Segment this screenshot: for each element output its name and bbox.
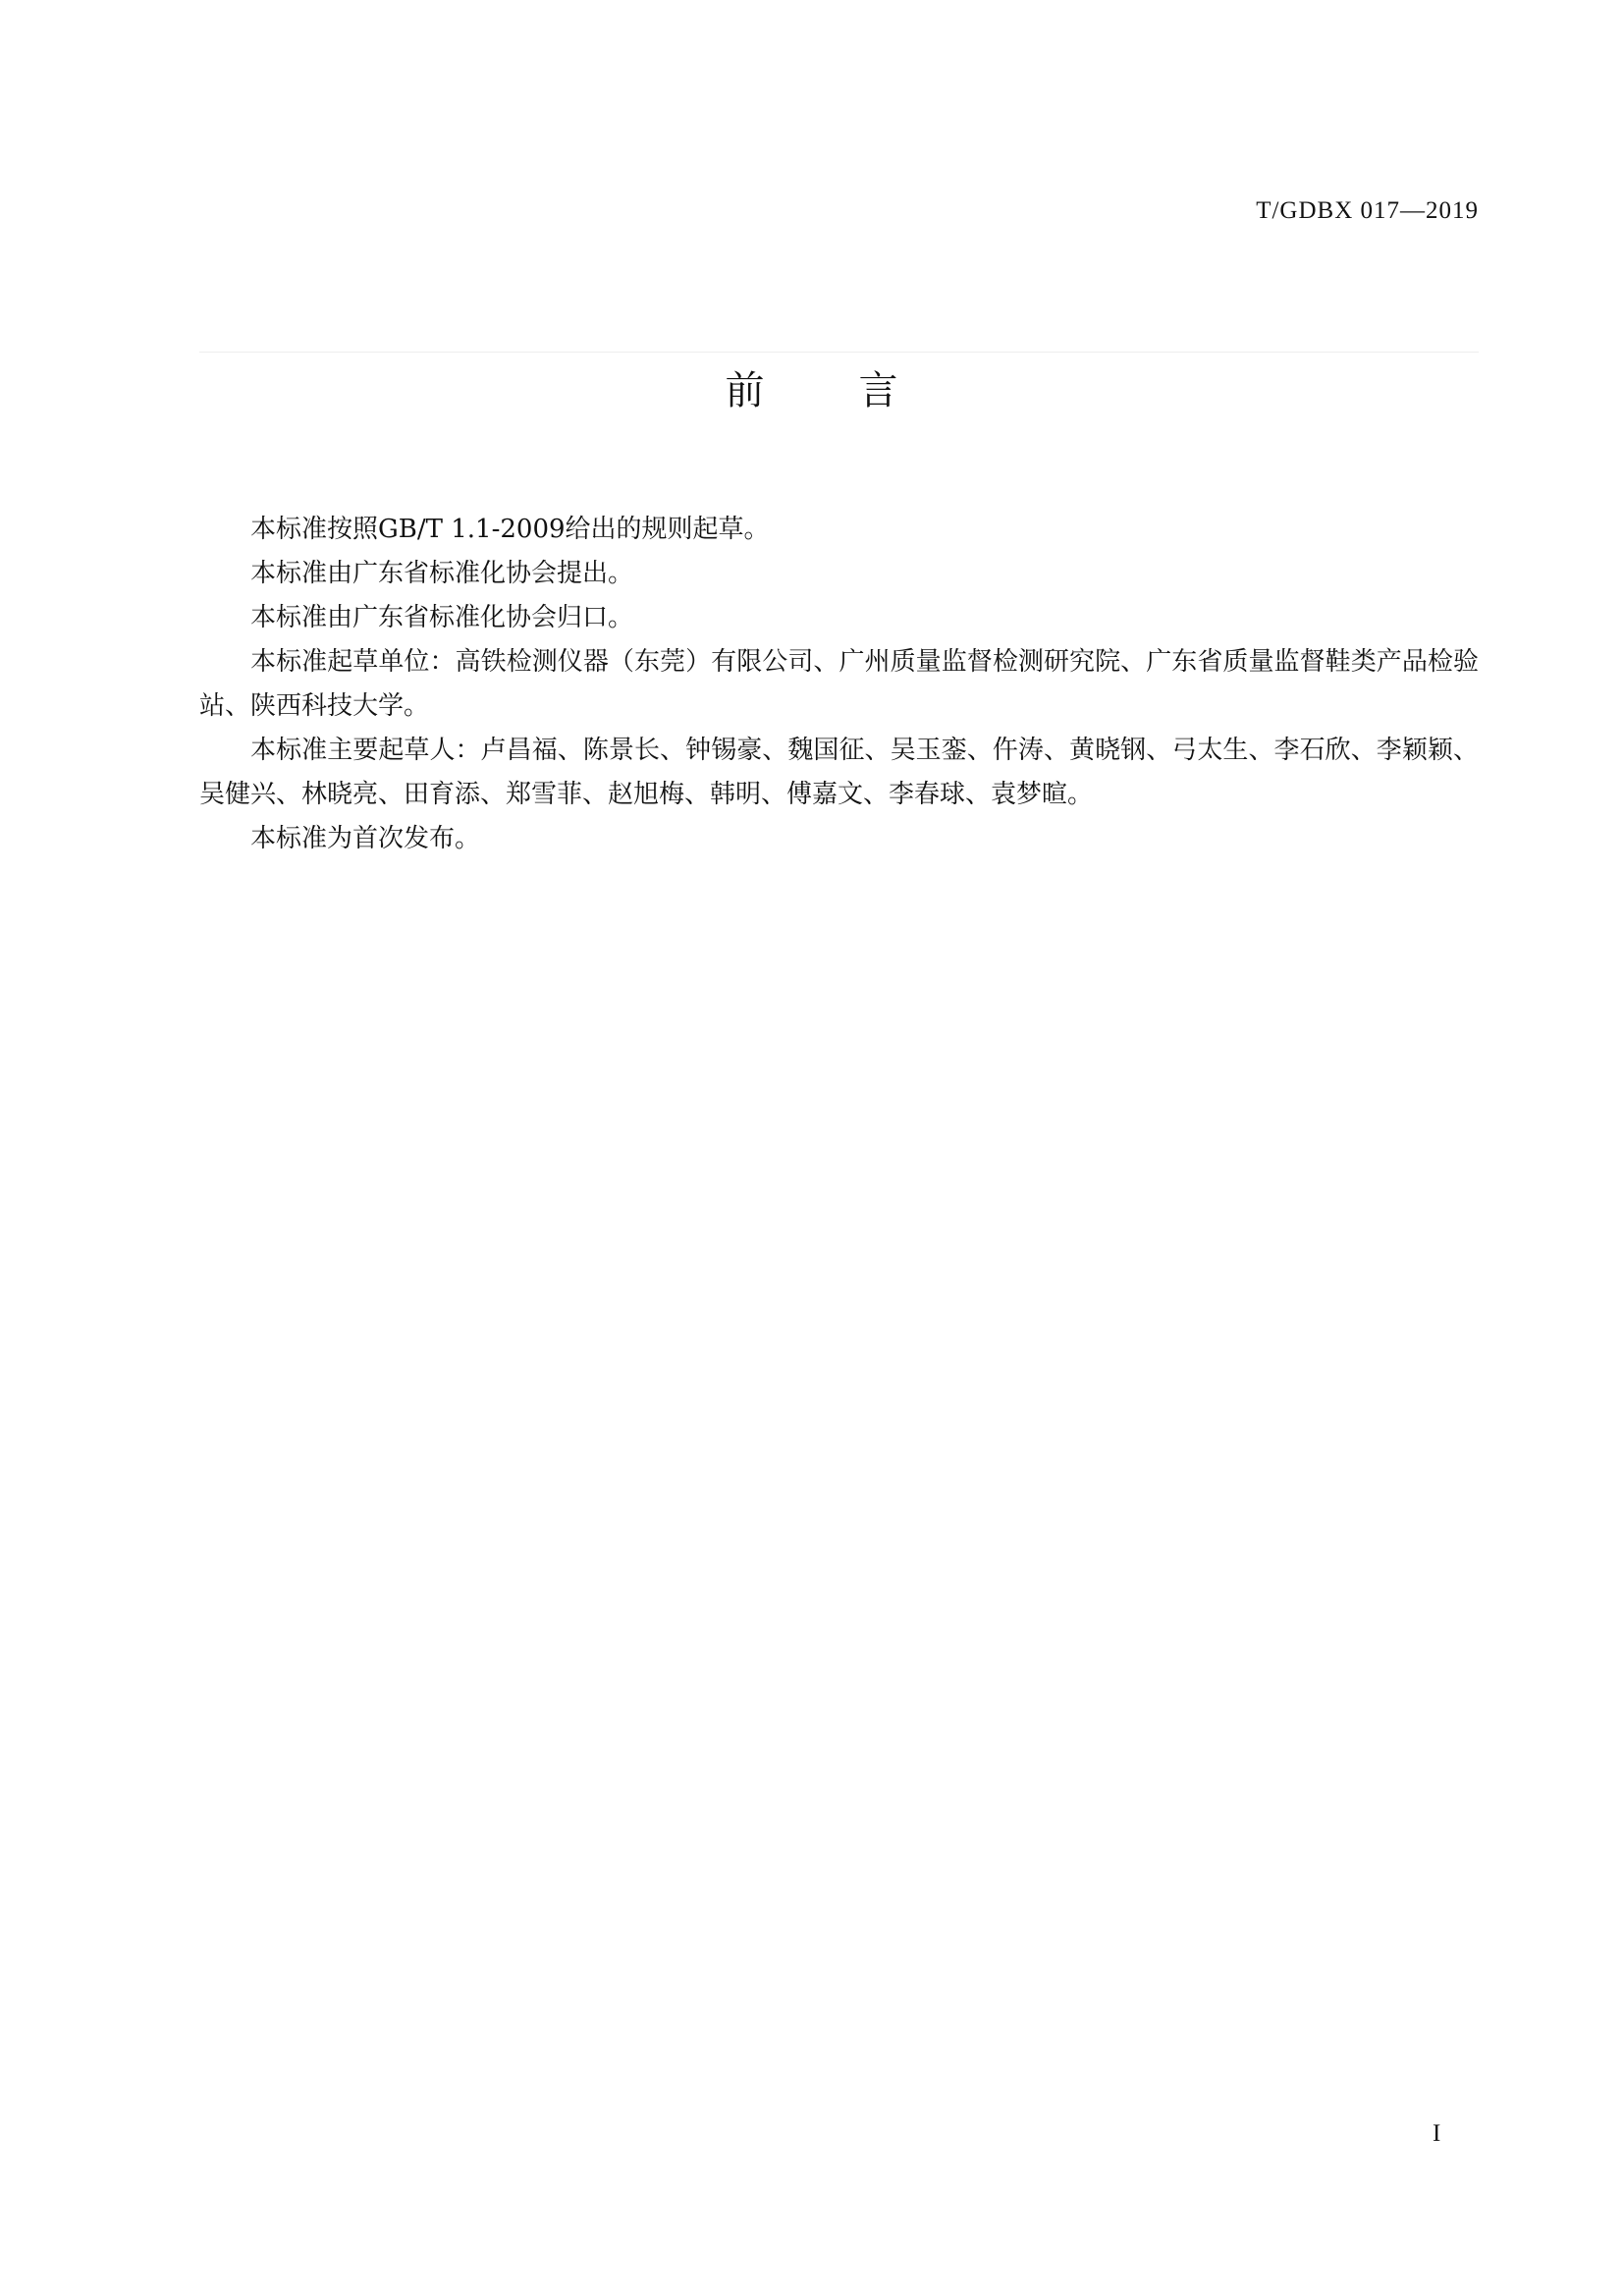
paragraph-administered-by: 本标准由广东省标准化协会归口。 [250,603,634,632]
paragraph-drafters: 本标准主要起草人：卢昌福、陈景长、钟锡豪、魏国征、吴玉銮、仵涛、黄晓钢、弓太生、李石欣、李颖颖、吴健兴、林晓亮、田育添、郑雪菲、赵旭梅、韩明、傅嘉文、李春球、袁梦暄。 [199,736,1479,809]
paragraph-drafting-units: 本标准起草单位：高铁检测仪器（东莞）有限公司、广州质量监督检测研究院、广东省质量监督鞋类产品检验站、陕西科技大学。 [199,647,1479,721]
title-char-1: 前 [725,368,765,413]
page-number: I [1433,2120,1441,2147]
title-char-2: 言 [858,368,898,413]
document-code: T/GDBX 017—2019 [1256,197,1479,224]
paragraph-proposed-by: 本标准由广东省标准化协会提出。 [250,559,634,588]
foreword-body [199,508,1479,861]
section-title [0,366,1623,415]
paragraph-drafting-rules: 本标准按照GB/T 1.1-2009给出的规则起草。 [250,515,770,544]
paragraph-first-release: 本标准为首次发布。 [250,824,481,853]
title-divider [199,352,1479,353]
